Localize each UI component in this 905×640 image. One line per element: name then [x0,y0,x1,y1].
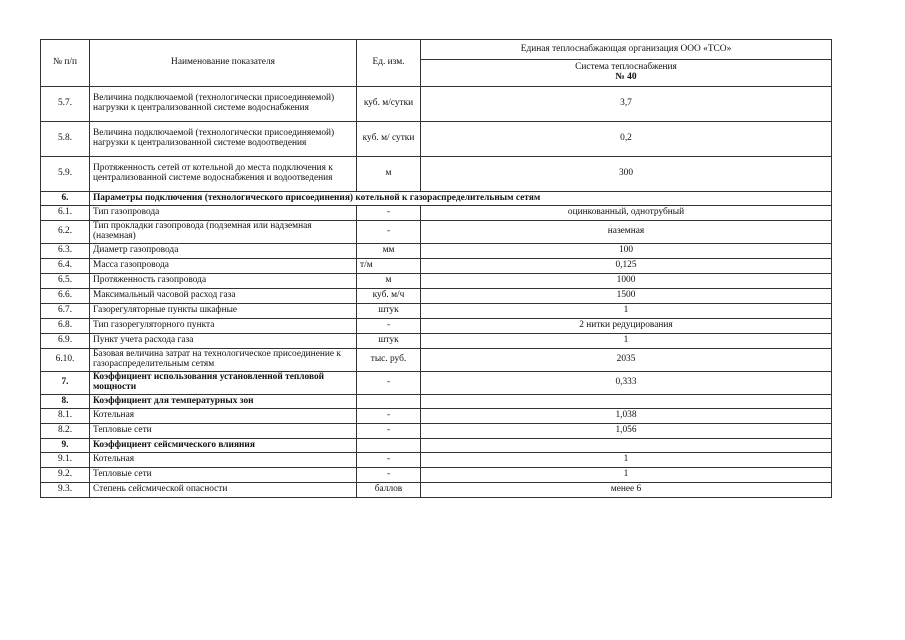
table-row [41,334,832,349]
row-name: Протяженность сетей от котельной до места подключения к централизованной системе водоснабжения и водоотведения [90,157,357,192]
row-unit: - [357,453,421,468]
row-value: наземная [421,221,832,244]
row-num: 5.7. [41,87,90,122]
row-value: 1500 [421,289,832,304]
table-row [41,304,832,319]
row-value: 100 [421,244,832,259]
row-num: 5.9. [41,157,90,192]
row-unit: куб. м/сутки [357,87,421,122]
row-unit: - [357,468,421,483]
header-num: № п/п [41,40,90,87]
row-num: 6.10. [41,349,90,372]
row-unit: м [357,274,421,289]
row-unit: штук [357,334,421,349]
row-value [421,439,832,453]
row-num: 6.2. [41,221,90,244]
table-row [41,372,832,395]
row-value [421,395,832,409]
row-name: Максимальный часовой расход газа [90,289,357,304]
row-num: 8.2. [41,424,90,439]
row-name: Пункт учета расхода газа [90,334,357,349]
row-value: оцинкованный, однотрубный [421,206,832,221]
row-value: 2035 [421,349,832,372]
header-unit: Ед. изм. [357,40,421,87]
row-unit: - [357,319,421,334]
row-num: 9. [41,439,90,453]
row-name: Коэффициент сейсмического влияния [90,439,357,453]
row-name: Величина подключаемой (технологически присоединяемой) нагрузки к централизованной системе водоотведения [90,122,357,157]
row-value: 1,038 [421,409,832,424]
row-name: Тип газорегуляторного пункта [90,319,357,334]
row-unit: штук [357,304,421,319]
table-row [41,453,832,468]
table-row [41,468,832,483]
row-unit: тыс. руб. [357,349,421,372]
table-row [41,424,832,439]
row-unit: т/м [357,259,421,274]
row-name: Тепловые сети [90,424,357,439]
row-name: Диаметр газопровода [90,244,357,259]
header-org: Единая теплоснабжающая организация ООО «ТСО» [421,40,832,60]
row-unit: - [357,221,421,244]
row-value: 0,125 [421,259,832,274]
table-row [41,439,832,453]
row-name: Котельная [90,453,357,468]
row-num: 6.1. [41,206,90,221]
table-row [41,206,832,221]
row-unit: - [357,372,421,395]
row-name: Коэффициент для температурных зон [90,395,357,409]
row-name: Тип прокладки газопровода (подземная или надземная (наземная) [90,221,357,244]
row-name: Протяженность газопровода [90,274,357,289]
row-unit: - [357,206,421,221]
row-value: 3,7 [421,87,832,122]
row-unit: м [357,157,421,192]
row-unit: мм [357,244,421,259]
row-num: 9.1. [41,453,90,468]
row-num: 6.9. [41,334,90,349]
row-unit: - [357,424,421,439]
row-num: 8. [41,395,90,409]
header-system [421,60,832,87]
header-system-line1: Система теплоснабжения [575,62,677,73]
row-unit: баллов [357,483,421,498]
row-num: 8.1. [41,409,90,424]
row-name: Котельная [90,409,357,424]
row-value: 1 [421,304,832,319]
row-value: 1000 [421,274,832,289]
row-unit: - [357,409,421,424]
row-value: менее 6 [421,483,832,498]
row-name: Тип газопровода [90,206,357,221]
row-num: 7. [41,372,90,395]
row-unit [357,439,421,453]
row-value: 1 [421,453,832,468]
row-name: Базовая величина затрат на технологическое присоединение к газораспределительным сетям [90,349,357,372]
row-num: 5.8. [41,122,90,157]
row-value: 300 [421,157,832,192]
row-num: 6.8. [41,319,90,334]
row-num: 6.7. [41,304,90,319]
row-name: Степень сейсмической опасности [90,483,357,498]
header-system-line2: № 40 [615,72,637,82]
row-num: 6.6. [41,289,90,304]
table-row [41,221,832,244]
row-num: 6.5. [41,274,90,289]
row-value: 2 нитки редуцирования [421,319,832,334]
row-name: Параметры подключения (технологического присоединения) котельной к газораспределительным сетям [90,192,832,206]
table-row [41,319,832,334]
table-row [41,259,832,274]
row-num: 6.3. [41,244,90,259]
table-row [41,244,832,259]
table-row [41,409,832,424]
table-row [41,122,832,157]
row-name: Газорегуляторные пункты шкафные [90,304,357,319]
row-value: 1 [421,468,832,483]
row-num: 9.2. [41,468,90,483]
row-value: 1 [421,334,832,349]
row-value: 1,056 [421,424,832,439]
row-name: Коэффициент использования установленной тепловой мощности [90,372,357,395]
row-num: 6.4. [41,259,90,274]
row-num: 9.3. [41,483,90,498]
header-row-1 [41,40,832,60]
table-row [41,274,832,289]
row-unit: куб. м/ сутки [357,122,421,157]
table-row [41,483,832,498]
row-name: Величина подключаемой (технологически присоединяемой) нагрузки к централизованной системе водоснабжения [90,87,357,122]
table-row [41,192,832,206]
row-name: Тепловые сети [90,468,357,483]
table-row [41,87,832,122]
table-row [41,157,832,192]
table-row [41,289,832,304]
row-value: 0,333 [421,372,832,395]
table-row [41,349,832,372]
row-name: Масса газопровода [90,259,357,274]
row-value: 0,2 [421,122,832,157]
header-name: Наименование показателя [90,40,357,87]
row-num: 6. [41,192,90,206]
indicators-table [40,39,832,498]
table-row [41,395,832,409]
row-unit: куб. м/ч [357,289,421,304]
row-unit [357,395,421,409]
